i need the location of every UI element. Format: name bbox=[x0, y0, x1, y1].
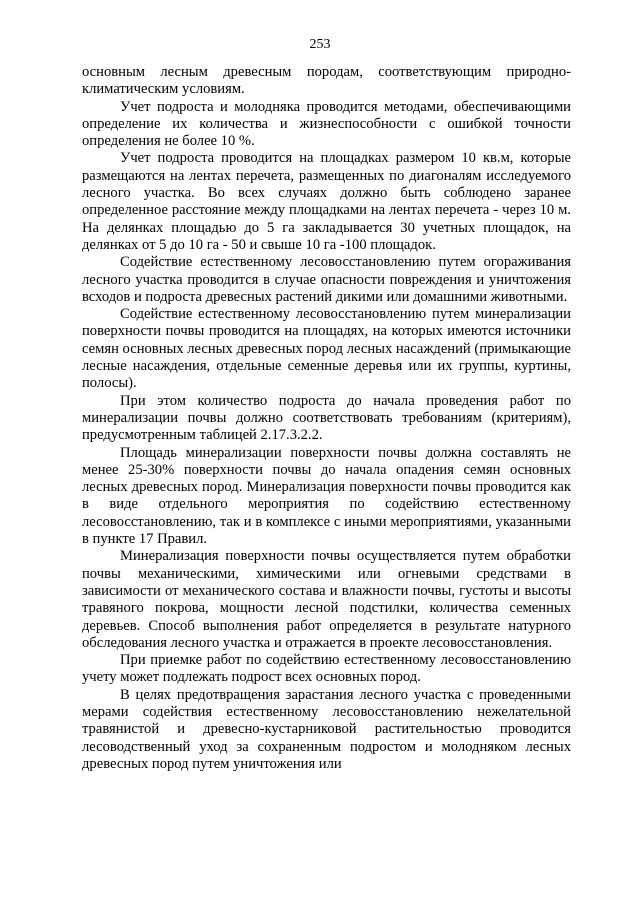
paragraph: При приемке работ по содействию естественному лесовосстановлению учету может подлежать подрост всех основных пород. bbox=[82, 652, 571, 686]
paragraph: Содействие естественному лесовосстановлению путем минерализации поверхности почвы проводится на площадях, на которых имеются источники семян основных лесных древесных пород лесных насаждений (примыкающие лесные насаждения, отдельные семенные деревья или их группы, куртины, полосы). bbox=[82, 306, 571, 392]
paragraph: В целях предотвращения зарастания лесного участка с проведенными мерами содействия естественному лесовосстановлению нежелательной травянистой и древесно-кустарниковой растительностью проводится лесоводственный уход за сохраненным подростом и молодняком лесных древесных пород путем уничтожения или bbox=[82, 686, 571, 772]
paragraph: Учет подроста и молодняка проводится методами, обеспечивающими определение их количества и жизнеспособности с ошибкой точности определения не более 10 %. bbox=[82, 98, 571, 150]
paragraph: Содействие естественному лесовосстановлению путем огораживания лесного участка проводится в случае опасности повреждения и уничтожения всходов и подроста древесных растений дикими или домашними животными. bbox=[82, 254, 571, 305]
paragraph: При этом количество подроста до начала проведения работ по минерализации почвы должно соответствовать требованиям (критериям), предусмотренным таблицей 2.17.3.2.2. bbox=[82, 392, 571, 444]
page-number: 253 bbox=[309, 37, 331, 52]
paragraph: Минерализация поверхности почвы осуществляется путем обработки почвы механическими, химическими или огневыми средствами в зависимости от механического состава и влажности почвы, густоты и высоты травяного покрова, мощности лесной подстилки, количества семенных деревьев. Способ выполнения работ определяется в результате натурного обследования лесного участка и отражается в проекте лесовосстановления. bbox=[82, 548, 571, 651]
paragraph: Площадь минерализации поверхности почвы должна составлять не менее 25-30% поверхности почвы до начала опадения семян основных лесных древесных пород. Минерализация поверхности почвы проводится как в виде отдельного мероприятия по содействию естественному лесовосстановлению, так и в комплексе с иными мероприятиями, указанными в пункте 17 Правил. bbox=[82, 444, 571, 548]
body-text bbox=[82, 64, 571, 773]
paragraph: основным лесным древесным породам, соответствующим природно-климатическим условиям. bbox=[82, 64, 571, 98]
paragraph: Учет подроста проводится на площадках размером 10 кв.м, которые размещаются на лентах перечета, размещенных по диагоналям исследуемого лесного участка. Во всех случаях должно быть соблюдено заранее определенное расстояние между площадками на лентах перечета - через 10 м. На делянках площадью до 5 га закладывается 30 учетных площадок, на делянках от 5 до 10 га - 50 и свыше 10 га -100 площадок. bbox=[82, 150, 571, 253]
